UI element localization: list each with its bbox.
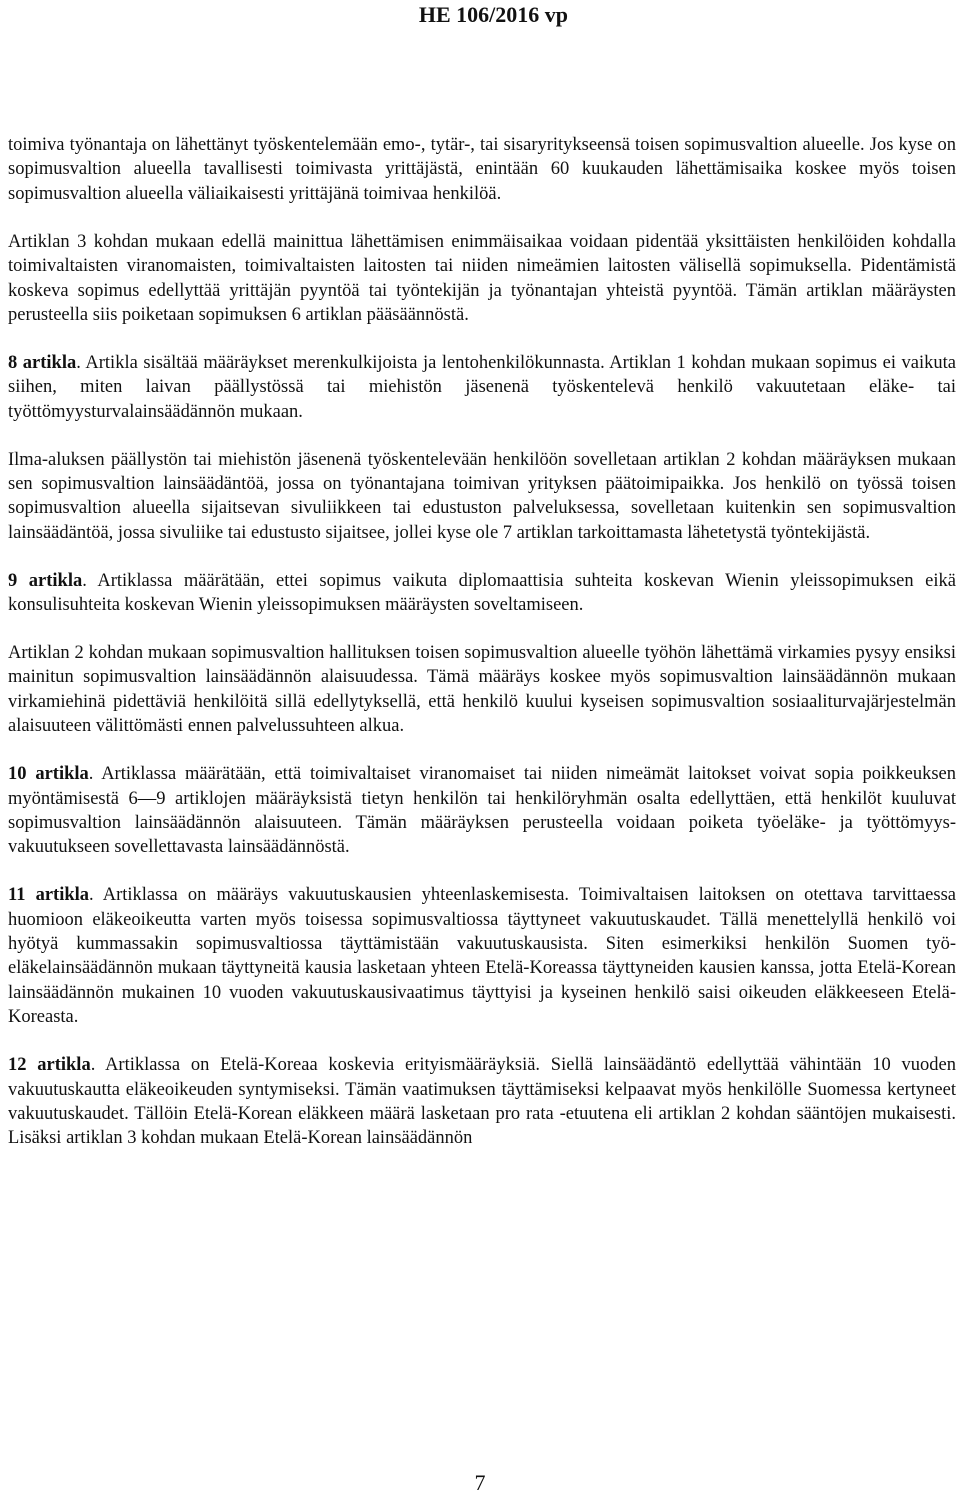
paragraph bbox=[8, 762, 956, 860]
paragraph-text: toimiva työnantaja on lähettänyt työskentelemään emo-, tytär-, tai sisaryritykseensä toisen sopimusvaltion alueelle. Jos kyse on sopimusvaltion alueella tavallisesti toimivasta yrittäjästä, enintään 60 kuukauden lähettämisaika koskee myös toisen sopimusvaltion alueella väliaikaisesti yrittäjänä toimivaa henkilöä. bbox=[8, 135, 956, 204]
paragraph bbox=[8, 351, 956, 424]
paragraph-text: . Artikla sisältää määräykset merenkulkijoista ja lentohenkilökunnasta. Artiklan 1 kohdan mukaan sopimus ei vaikuta siihen, miten laivan päällystössä tai miehistön jäsenenä työskentelevä henkilö vakuutetaan eläke- tai työttömyysturvalainsäädännön mukaan. bbox=[8, 352, 956, 422]
paragraph-text: Artiklan 3 kohdan mukaan edellä mainittua lähettämisen enimmäisaikaa voidaan pidentää yksittäisten henkilöiden kohdalla toimivaltaisten viranomaisten, toimivaltaisten laitosten tai niiden nimeämien laitosten välisellä sopimuksella. Pidentämistä koskeva sopimus edellyttää yrittäjän pyyntöä tai työntekijän ja työnantajan yhteistä pyyntöä. Tämän artiklan määräysten perusteella siis poiketaan sopimuksen 6 artiklan pääsäännöstä. bbox=[8, 231, 956, 325]
paragraph bbox=[8, 569, 956, 618]
paragraph-text: . Artiklassa on määräys vakuutuskausien yhteenlaskemisesta. Toimivaltaisen laitoksen on otettava tarvittaessa huomioon eläkeoikeutta varten myös toisessa sopimusvaltiossa täyttyneet vakuutuskaudet. Tällä menettelyllä henkilö voi hyötyä kummassakin sopimusvaltiossa täyttämistään vakuutuskausista. Siten esimerkiksi henkilön Suomen työeläkelainsäädännön mukaan täyttyneitä kausia lasketaan yhteen Etelä-Koreassa täyttyneiden kausien kanssa, jotta Etelä-Korean lainsäädännön mukainen 10 vuoden vakuutuskausivaatimus täyttyisi ja kyseinen henkilö saisi oikeuden eläkkeeseen Etelä-Koreasta. bbox=[8, 885, 956, 1028]
paragraph-text: . Artiklassa määrätään, että toimivaltaiset viranomaiset tai niiden nimeämät laitokset voivat sopia poikkeuksen myöntämisestä 6—9 artiklojen määräyksistä tietyn henkilön tai henkilöryhmän osalta edellyttäen, että henkilöt kuuluvat sopimusvaltion lainsäädännön alaisuuteen. Tämän määräyksen perusteella voidaan poiketa työeläke- ja työttömyysvakuutukseen sovellettavasta lainsäädännöstä. bbox=[8, 764, 956, 858]
document-id-header: HE 106/2016 vp bbox=[418, 2, 568, 27]
paragraph bbox=[8, 448, 956, 546]
paragraph-text: . Artiklassa on Etelä-Koreaa koskevia erityismääräyksiä. Siellä lainsäädäntö edellyttää vähintään 10 vuoden vakuutuskautta eläkeoikeuden syntymiseksi. Tämän vaatimuksen täyttämiseksi kelpaavat myös henkilölle Suomessa kertyneet vakuutuskaudet. Tällöin Etelä-Korean eläkkeen määrä lasketaan pro rata -etuutena eli artiklan 2 kohdan sääntöjen mukaisesti. Lisäksi artiklan 3 kohdan mukaan Etelä-Korean lainsäädännön bbox=[8, 1055, 956, 1149]
paragraph bbox=[8, 883, 956, 1029]
paragraph-text: . Artiklassa määrätään, ettei sopimus vaikuta diplomaattisia suhteita koskevan Wienin yleissopimuksen eikä konsulisuhteita koskevan Wienin yleissopimuksen määräysten soveltamiseen. bbox=[8, 570, 956, 616]
paragraph-text: Artiklan 2 kohdan mukaan sopimusvaltion hallituksen toisen sopimusvaltion alueelle työhön lähettämä virkamies pysyy ensiksi mainitun sopimusvaltion lainsäädännön alaisuudessa. Tämä määräys koskee myös sopimusvaltion lainsäädännön mukaan virkamiehinä pidettäviä henkilöitä sillä edellytyksellä, että henkilö kuului kyseisen sopimusvaltion sosiaaliturvajärjestelmän alaisuuteen välittömästi ennen palvelussuhteen alkua. bbox=[8, 643, 956, 737]
paragraph bbox=[8, 641, 956, 739]
article-heading: 12 artikla bbox=[8, 1055, 91, 1076]
paragraph bbox=[8, 1053, 956, 1151]
article-heading: 9 artikla bbox=[8, 570, 83, 591]
paragraph bbox=[8, 133, 956, 206]
page-number: 7 bbox=[474, 1470, 486, 1495]
paragraph-text: Ilma-aluksen päällystön tai miehistön jäsenenä työskentelevään henkilöön sovelletaan artiklan 2 kohdan määräyksen mukaan sen sopimusvaltion lainsäädäntöä, jossa on työnantajana toimivan yrityksen päätoimipaikka. Jos henkilö on työssä toisen sopimusvaltion alueella sijaitsevan sivuliikkeen tai edustuston palveluksessa, sovelletaan kuitenkin sen sopimusvaltion lainsäädäntöä, jossa sivuliike tai edustusto sijaitsee, jollei kyse ole 7 artiklan tarkoittamasta lähetetystä työntekijästä. bbox=[8, 449, 956, 543]
article-heading: 11 artikla bbox=[8, 885, 90, 906]
article-heading: 8 artikla bbox=[8, 352, 77, 373]
document-body bbox=[8, 133, 956, 1174]
article-heading: 10 artikla bbox=[8, 764, 89, 785]
paragraph bbox=[8, 230, 956, 328]
